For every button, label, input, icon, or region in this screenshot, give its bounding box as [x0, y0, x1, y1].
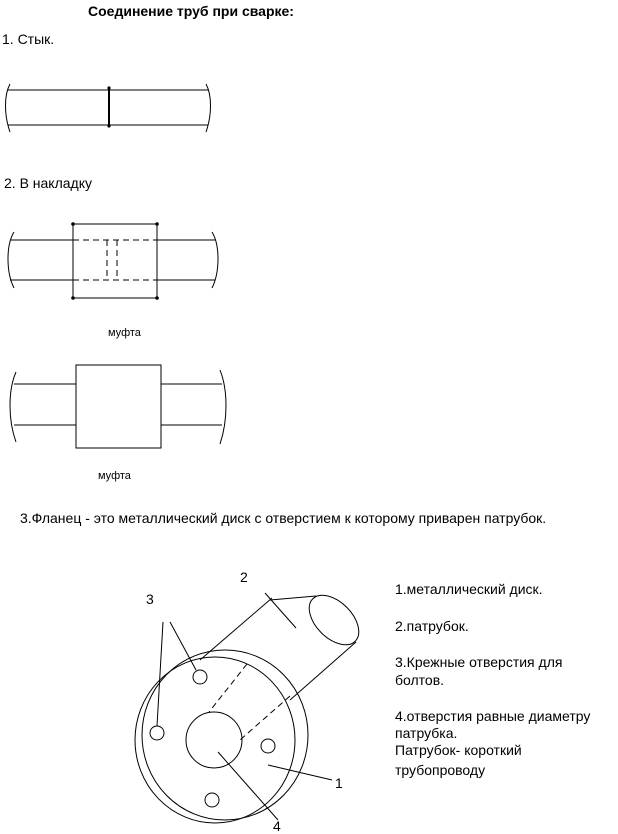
butt-joint-diagram — [6, 84, 211, 132]
weld-point — [155, 222, 159, 226]
coupling-label-2: муфта — [98, 470, 131, 482]
overlap-joint-diagram — [8, 222, 218, 300]
legend-note-line2: трубопроводу — [395, 762, 486, 778]
leader-line-4 — [218, 752, 278, 820]
coupling-sleeve — [73, 224, 157, 298]
leader-line-1 — [268, 765, 332, 780]
pipe-stub-edge-top — [270, 596, 316, 600]
pipe-stub-edge-lower — [290, 642, 356, 700]
leader-line-3 — [170, 622, 196, 670]
coupling-diagram — [10, 365, 226, 448]
bolt-hole — [261, 739, 275, 753]
bolt-hole — [205, 793, 219, 807]
bolt-hole — [193, 670, 207, 684]
leader-line-3 — [157, 622, 163, 726]
callout-3: 3 — [146, 591, 154, 607]
legend-item-1: 1.металлический диск. — [395, 581, 543, 597]
weld-point-top — [107, 86, 110, 89]
legend-note-line1: Патрубок- короткий — [395, 742, 522, 758]
pipe-break-right — [220, 370, 226, 444]
legend-item-3-line2: болтов. — [395, 672, 445, 688]
callout-2: 2 — [240, 569, 248, 585]
weld-point — [71, 222, 75, 226]
hidden-pipe-line — [240, 696, 290, 740]
callout-4: 4 — [273, 818, 281, 834]
section-butt-heading: 1. Стык. — [2, 31, 55, 47]
pipe-break-left — [10, 372, 16, 442]
callout-1: 1 — [335, 775, 343, 791]
flange-diagram — [135, 586, 368, 823]
coupling-sleeve — [76, 365, 161, 448]
page-title: Соединение труб при сварке: — [88, 3, 294, 19]
weld-point — [71, 296, 75, 300]
bolt-hole — [150, 726, 164, 740]
center-bore — [186, 712, 242, 768]
hidden-pipe-line — [209, 664, 247, 712]
coupling-label-1: муфта — [108, 327, 141, 339]
legend-item-4-line2: патрубка. — [395, 725, 458, 741]
weld-point — [155, 296, 159, 300]
flange-disc-back — [142, 650, 308, 820]
legend-item-3-line1: 3.Крежные отверстия для — [395, 654, 563, 670]
legend-item-2: 2.патрубок. — [395, 618, 469, 634]
section-overlap-heading: 2. В накладку — [4, 175, 92, 191]
section-flange-heading: 3.Фланец - это металлический диск с отверстием к которому приварен патрубок. — [20, 510, 547, 526]
weld-point-bottom — [107, 124, 110, 127]
legend-item-4-line1: 4.отверстия равные диаметру — [395, 708, 591, 724]
